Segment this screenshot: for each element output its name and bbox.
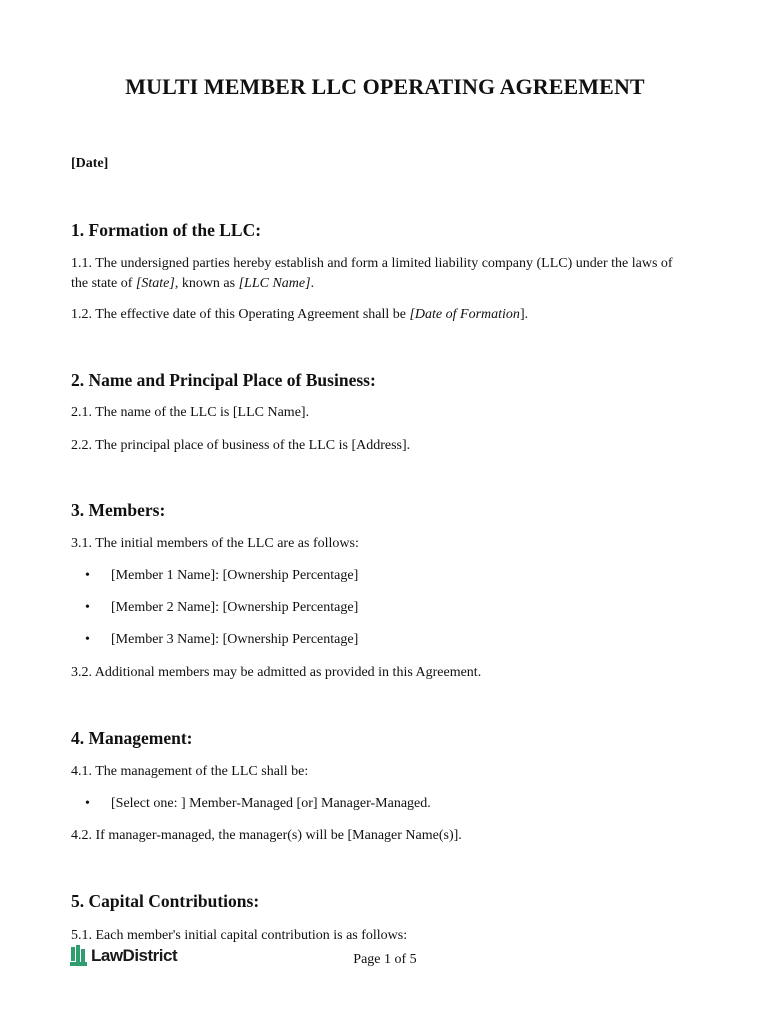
date-placeholder: [Date] [71,156,109,171]
member-list-item: [Member 3 Name]: [Ownership Percentage] [111,632,359,647]
bullet-marker: • [85,568,90,583]
section-3-heading: 3. Members: [71,500,166,520]
logo-text: LawDistrict [91,946,178,965]
member-list-item: [Member 1 Name]: [Ownership Percentage] [111,568,359,583]
section-3-1-paragraph: 3.1. The initial members of the LLC are as follows: [71,536,359,551]
member-list-item: [Member 2 Name]: [Ownership Percentage] [111,600,359,615]
section-2-1-paragraph: 2.1. The name of the LLC is [LLC Name]. [71,405,310,420]
section-1-heading: 1. Formation of the LLC: [71,220,262,240]
document-title: MULTI MEMBER LLC OPERATING AGREEMENT [125,74,645,99]
page-number: Page 1 of 5 [353,952,417,967]
section-4-heading: 4. Management: [71,728,193,748]
section-5-heading: 5. Capital Contributions: [71,891,260,911]
section-3-2-paragraph: 3.2. Additional members may be admitted as provided in this Agreement. [71,665,482,680]
section-4-1-paragraph: 4.1. The management of the LLC shall be: [71,764,309,779]
section-1-2-paragraph: 1.2. The effective date of this Operating Agreement shall be [Date of Formation]. [71,307,529,322]
section-5-1-paragraph: 5.1. Each member's initial capital contribution is as follows: [71,928,408,943]
bullet-marker: • [85,632,90,647]
section-4-2-paragraph: 4.2. If manager-managed, the manager(s) will be [Manager Name(s)]. [71,828,462,843]
section-2-heading: 2. Name and Principal Place of Business: [71,370,376,390]
section-1-1-paragraph: 1.1. The undersigned parties hereby establish and form a limited liability company (LLC) under the laws of the state of [State], known as [LLC Name]. [71,256,673,291]
management-list-item: [Select one: ] Member-Managed [or] Manager-Managed. [111,796,431,811]
bullet-marker: • [85,796,90,811]
bullet-marker: • [85,600,90,615]
section-2-2-paragraph: 2.2. The principal place of business of the LLC is [Address]. [71,438,411,453]
